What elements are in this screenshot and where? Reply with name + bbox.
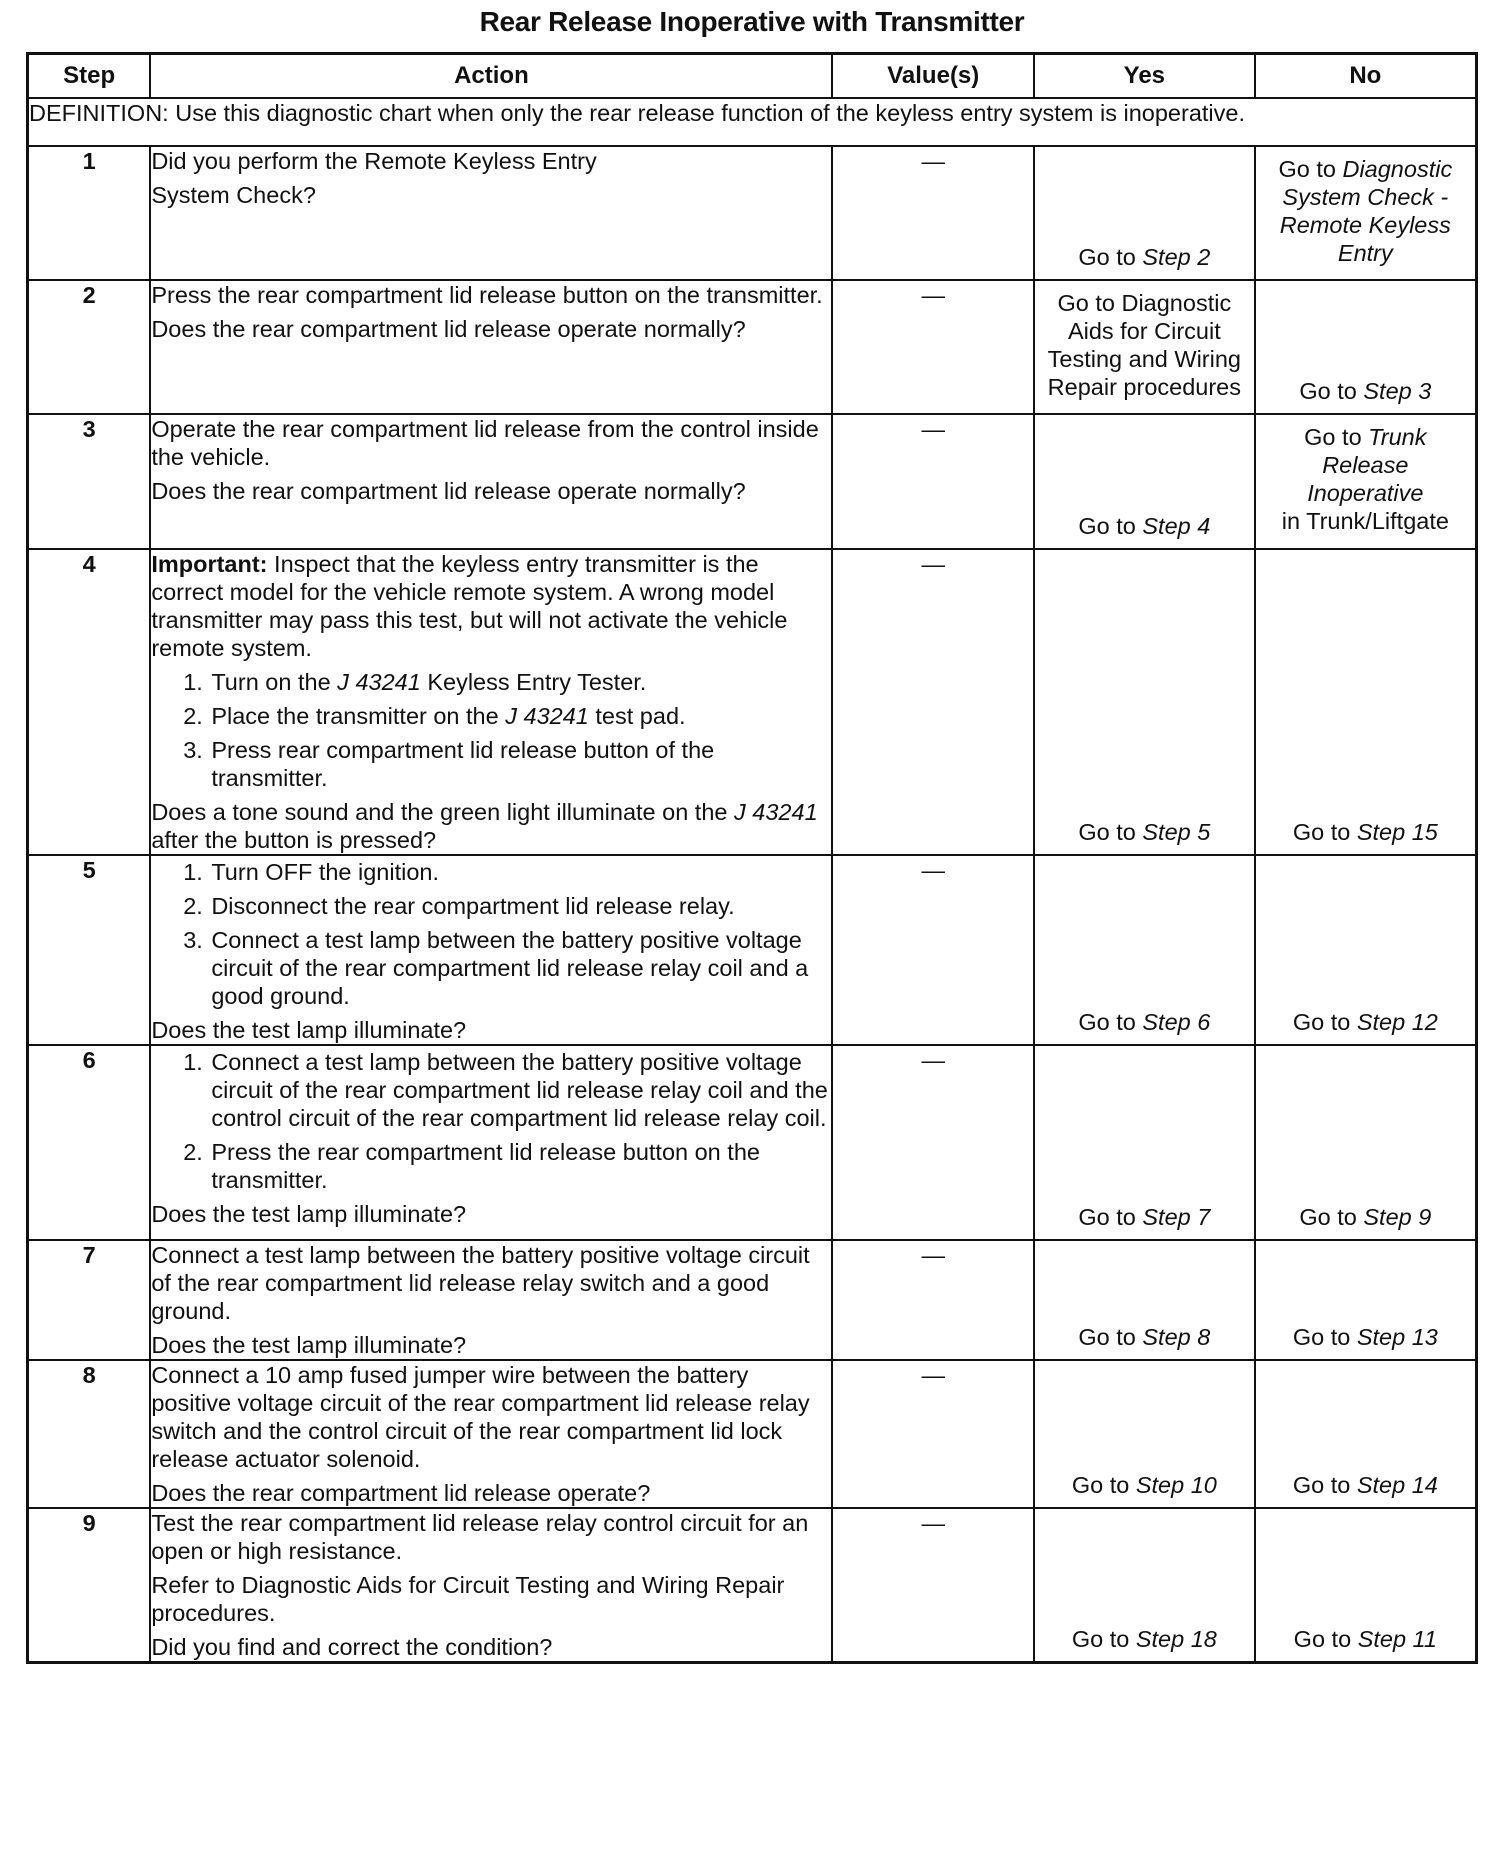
no-link-text bbox=[1256, 147, 1475, 267]
action-paragraph bbox=[151, 415, 831, 471]
no-cell bbox=[1255, 855, 1477, 1045]
action-step-item bbox=[209, 892, 831, 920]
action-paragraph bbox=[151, 1331, 831, 1359]
text-run: Go to bbox=[1304, 424, 1369, 450]
text-run: Step 4 bbox=[1142, 513, 1211, 539]
value-cell: — bbox=[832, 414, 1034, 549]
header-values: Value(s) bbox=[832, 54, 1034, 99]
action-step-item bbox=[209, 1048, 831, 1132]
no-cell bbox=[1255, 414, 1477, 549]
action-paragraph bbox=[151, 1633, 831, 1661]
no-link-text bbox=[1256, 415, 1475, 535]
text-run: J 43241 bbox=[337, 669, 421, 695]
step-row bbox=[28, 1240, 1477, 1360]
yes-outcome bbox=[1035, 1509, 1254, 1661]
text-run: Step 14 bbox=[1356, 1472, 1438, 1498]
yes-cell bbox=[1034, 549, 1255, 855]
value-cell: — bbox=[832, 549, 1034, 855]
table-body bbox=[28, 98, 1477, 1663]
text-run: Entry bbox=[1337, 240, 1393, 266]
text-run: Did you find and correct the condition? bbox=[151, 1634, 553, 1660]
yes-outcome bbox=[1035, 281, 1254, 413]
yes-outcome bbox=[1035, 1046, 1254, 1239]
no-outcome bbox=[1256, 1509, 1475, 1661]
action-paragraph bbox=[151, 1241, 831, 1325]
step-row bbox=[28, 280, 1477, 414]
text-run: Go to bbox=[1299, 1204, 1364, 1230]
step-number: 1 bbox=[28, 146, 151, 280]
no-outcome bbox=[1256, 281, 1475, 413]
text-run: Remote Keyless bbox=[1279, 212, 1451, 238]
value-cell: — bbox=[832, 855, 1034, 1045]
action-paragraph bbox=[151, 1479, 831, 1507]
text-run: Go to bbox=[1078, 513, 1143, 539]
yes-outcome bbox=[1035, 1241, 1254, 1359]
yes-cell bbox=[1034, 1360, 1255, 1508]
no-outcome bbox=[1256, 1361, 1475, 1507]
text-run: Go to bbox=[1078, 1009, 1143, 1035]
text-run: after the button is pressed? bbox=[151, 827, 437, 853]
action-paragraph bbox=[151, 1509, 831, 1565]
no-cell bbox=[1255, 1360, 1477, 1508]
no-link-text bbox=[1256, 1203, 1475, 1231]
no-link-text bbox=[1256, 818, 1475, 846]
text-run: Turn OFF the ignition. bbox=[211, 859, 440, 885]
text-line bbox=[1262, 155, 1469, 183]
text-run: Connect a test lamp between the battery positive voltage circuit of the rear compartment lid release relay coil and the control circuit of the rear compartment lid release relay coil. bbox=[211, 1049, 828, 1131]
text-run: System Check? bbox=[151, 182, 316, 208]
text-run: Step 18 bbox=[1135, 1626, 1217, 1652]
step-number: 6 bbox=[28, 1045, 151, 1240]
document-title: Rear Release Inoperative with Transmitter bbox=[479, 6, 1025, 37]
text-run: Go to bbox=[1292, 1324, 1357, 1350]
step-number: 3 bbox=[28, 414, 151, 549]
text-run: Important: bbox=[151, 551, 268, 577]
yes-cell bbox=[1034, 1045, 1255, 1240]
text-line bbox=[1041, 373, 1248, 401]
action-paragraph bbox=[151, 798, 831, 854]
header-action: Action bbox=[150, 54, 832, 99]
step-row bbox=[28, 549, 1477, 855]
yes-link-text bbox=[1035, 243, 1254, 271]
text-line bbox=[1041, 317, 1248, 345]
yes-cell bbox=[1034, 414, 1255, 549]
no-link-text bbox=[1256, 1471, 1475, 1499]
text-run: Step 15 bbox=[1356, 819, 1438, 845]
text-run: Aids for Circuit bbox=[1067, 318, 1221, 344]
action-step-list bbox=[151, 858, 831, 1010]
text-run: Trunk bbox=[1368, 424, 1427, 450]
action-cell bbox=[150, 414, 832, 549]
text-run: Connect a test lamp between the battery positive voltage circuit of the rear compartment lid release relay switch and a good ground. bbox=[151, 1242, 810, 1324]
yes-outcome bbox=[1035, 1361, 1254, 1507]
no-outcome bbox=[1256, 1241, 1475, 1359]
text-run: Step 8 bbox=[1142, 1324, 1211, 1350]
text-run: Connect a 10 amp fused jumper wire between the battery positive voltage circuit of the rear compartment lid release relay switch and the control circuit of the rear compartment lid lock release actuator solenoid. bbox=[151, 1362, 810, 1472]
no-cell bbox=[1255, 1240, 1477, 1360]
text-run: Go to bbox=[1292, 1009, 1357, 1035]
step-number: 7 bbox=[28, 1240, 151, 1360]
text-run: Go to bbox=[1078, 1204, 1143, 1230]
text-run: Does the rear compartment lid release operate? bbox=[151, 1480, 651, 1506]
text-run: Step 3 bbox=[1363, 378, 1432, 404]
yes-link-text bbox=[1035, 1471, 1254, 1499]
text-run: Release bbox=[1322, 452, 1409, 478]
action-paragraph bbox=[151, 1200, 831, 1228]
action-cell bbox=[150, 1045, 832, 1240]
text-run: Does a tone sound and the green light illuminate on the bbox=[151, 799, 735, 825]
text-run: Does the test lamp illuminate? bbox=[151, 1017, 467, 1043]
text-run: Step 6 bbox=[1142, 1009, 1211, 1035]
text-run: Does the test lamp illuminate? bbox=[151, 1332, 467, 1358]
no-outcome bbox=[1256, 856, 1475, 1044]
text-run: J 43241 bbox=[505, 703, 589, 729]
text-line bbox=[1041, 345, 1248, 373]
yes-link-text bbox=[1035, 1008, 1254, 1036]
text-run: Does the rear compartment lid release operate normally? bbox=[151, 478, 746, 504]
text-run: Press the rear compartment lid release button on the transmitter. bbox=[151, 282, 823, 308]
step-number: 4 bbox=[28, 549, 151, 855]
yes-link-text bbox=[1035, 1323, 1254, 1351]
action-cell bbox=[150, 855, 832, 1045]
no-cell bbox=[1255, 1508, 1477, 1663]
action-cell bbox=[150, 1360, 832, 1508]
action-paragraph bbox=[151, 181, 831, 209]
yes-link-text bbox=[1035, 818, 1254, 846]
text-line bbox=[1262, 211, 1469, 239]
yes-outcome bbox=[1035, 550, 1254, 854]
yes-link-text bbox=[1035, 281, 1254, 401]
yes-outcome bbox=[1035, 147, 1254, 279]
step-row bbox=[28, 414, 1477, 549]
text-run: Step 12 bbox=[1356, 1009, 1438, 1035]
definition-text: DEFINITION: Use this diagnostic chart when only the rear release function of the keyless entry system is inoperative. bbox=[28, 98, 1477, 146]
diagnostic-table bbox=[26, 52, 1478, 1664]
step-number: 8 bbox=[28, 1360, 151, 1508]
no-link-text bbox=[1256, 377, 1475, 405]
header-step: Step bbox=[28, 54, 151, 99]
text-run: Repair procedures bbox=[1047, 374, 1241, 400]
action-step-item bbox=[209, 1138, 831, 1194]
text-line bbox=[1262, 507, 1469, 535]
step-row bbox=[28, 1508, 1477, 1663]
action-step-item bbox=[209, 858, 831, 886]
text-run: Refer to Diagnostic Aids for Circuit Testing and Wiring Repair procedures. bbox=[151, 1572, 785, 1626]
no-outcome bbox=[1256, 550, 1475, 854]
text-run: Place the transmitter on the bbox=[211, 703, 506, 729]
header-row bbox=[28, 54, 1477, 99]
action-cell bbox=[150, 280, 832, 414]
text-run: Press rear compartment lid release button of the transmitter. bbox=[211, 737, 715, 791]
step-number: 9 bbox=[28, 1508, 151, 1663]
action-paragraph bbox=[151, 550, 831, 662]
text-run: Connect a test lamp between the battery positive voltage circuit of the rear compartment lid release relay coil and a good ground. bbox=[211, 927, 809, 1009]
action-cell bbox=[150, 1508, 832, 1663]
no-outcome bbox=[1256, 415, 1475, 548]
no-outcome bbox=[1256, 147, 1475, 279]
step-row bbox=[28, 1360, 1477, 1508]
text-run: Test the rear compartment lid release relay control circuit for an open or high resistance. bbox=[151, 1510, 809, 1564]
text-run: Go to bbox=[1293, 1626, 1358, 1652]
no-cell bbox=[1255, 549, 1477, 855]
text-line bbox=[1262, 183, 1469, 211]
text-run: Go to bbox=[1292, 819, 1357, 845]
action-paragraph bbox=[151, 147, 831, 175]
text-run: Keyless Entry Tester. bbox=[420, 669, 647, 695]
no-link-text bbox=[1256, 1008, 1475, 1036]
value-cell: — bbox=[832, 146, 1034, 280]
text-run: Go to bbox=[1078, 819, 1143, 845]
text-run: Press the rear compartment lid release button on the transmitter. bbox=[211, 1139, 760, 1193]
text-run: Operate the rear compartment lid release from the control inside the vehicle. bbox=[151, 416, 819, 470]
text-run: Step 10 bbox=[1135, 1472, 1217, 1498]
no-link-text bbox=[1256, 1323, 1475, 1351]
text-run: Step 7 bbox=[1142, 1204, 1211, 1230]
action-step-item bbox=[209, 702, 831, 730]
text-run: Go to bbox=[1299, 378, 1364, 404]
text-run: Disconnect the rear compartment lid release relay. bbox=[211, 893, 735, 919]
yes-cell bbox=[1034, 146, 1255, 280]
no-link-text bbox=[1256, 1625, 1475, 1653]
action-step-list bbox=[151, 1048, 831, 1194]
action-paragraph bbox=[151, 281, 831, 309]
action-step-list bbox=[151, 668, 831, 792]
text-run: Step 9 bbox=[1363, 1204, 1432, 1230]
text-run: Step 13 bbox=[1356, 1324, 1438, 1350]
yes-cell bbox=[1034, 280, 1255, 414]
action-cell bbox=[150, 1240, 832, 1360]
text-run: in Trunk/Liftgate bbox=[1281, 508, 1449, 534]
action-paragraph bbox=[151, 315, 831, 343]
yes-link-text bbox=[1035, 512, 1254, 540]
text-run: test pad. bbox=[588, 703, 686, 729]
step-row bbox=[28, 855, 1477, 1045]
yes-link-text bbox=[1035, 1625, 1254, 1653]
yes-link-text bbox=[1035, 1203, 1254, 1231]
action-paragraph bbox=[151, 1571, 831, 1627]
text-line bbox=[1262, 479, 1469, 507]
text-line bbox=[1041, 289, 1248, 317]
text-run: Did you perform the Remote Keyless Entry bbox=[151, 148, 597, 174]
text-run: Go to bbox=[1078, 1324, 1143, 1350]
value-cell: — bbox=[832, 1360, 1034, 1508]
text-run: Testing and Wiring bbox=[1047, 346, 1241, 372]
step-number: 5 bbox=[28, 855, 151, 1045]
header-no: No bbox=[1255, 54, 1477, 99]
value-cell: — bbox=[832, 1508, 1034, 1663]
value-cell: — bbox=[832, 280, 1034, 414]
yes-outcome bbox=[1035, 856, 1254, 1044]
action-step-item bbox=[209, 736, 831, 792]
text-line bbox=[1262, 423, 1469, 451]
text-run: Diagnostic bbox=[1342, 156, 1453, 182]
yes-outcome bbox=[1035, 415, 1254, 548]
yes-cell bbox=[1034, 855, 1255, 1045]
text-run: Go to Diagnostic bbox=[1057, 290, 1232, 316]
text-run: System Check - bbox=[1282, 184, 1449, 210]
step-number: 2 bbox=[28, 280, 151, 414]
no-cell bbox=[1255, 1045, 1477, 1240]
text-line bbox=[1262, 239, 1469, 267]
definition-row bbox=[28, 98, 1477, 146]
text-run: Go to bbox=[1292, 1472, 1357, 1498]
text-run: Step 2 bbox=[1142, 244, 1211, 270]
no-outcome bbox=[1256, 1046, 1475, 1239]
text-run: Step 5 bbox=[1142, 819, 1211, 845]
action-step-item bbox=[209, 668, 831, 696]
step-row bbox=[28, 1045, 1477, 1240]
action-step-item bbox=[209, 926, 831, 1010]
action-cell bbox=[150, 146, 832, 280]
text-line bbox=[1262, 451, 1469, 479]
action-paragraph bbox=[151, 1016, 831, 1044]
text-run: Go to bbox=[1071, 1626, 1136, 1652]
text-run: Does the rear compartment lid release operate normally? bbox=[151, 316, 746, 342]
step-row bbox=[28, 146, 1477, 280]
text-run: J 43241 bbox=[734, 799, 818, 825]
value-cell: — bbox=[832, 1240, 1034, 1360]
text-run: Inoperative bbox=[1307, 480, 1424, 506]
action-paragraph bbox=[151, 477, 831, 505]
no-cell bbox=[1255, 146, 1477, 280]
text-run: Step 11 bbox=[1357, 1626, 1437, 1652]
text-run: Go to bbox=[1278, 156, 1343, 182]
yes-cell bbox=[1034, 1508, 1255, 1663]
no-cell bbox=[1255, 280, 1477, 414]
action-cell bbox=[150, 549, 832, 855]
text-run: Go to bbox=[1078, 244, 1143, 270]
text-run: Does the test lamp illuminate? bbox=[151, 1201, 467, 1227]
text-run: Turn on the bbox=[211, 669, 338, 695]
text-run: Go to bbox=[1071, 1472, 1136, 1498]
text-run: Inspect that the keyless entry transmitter is the correct model for the vehicle remote system. A wrong model transmitter may pass this test, but will not activate the vehicle remote system. bbox=[151, 551, 788, 661]
header-yes: Yes bbox=[1034, 54, 1255, 99]
yes-cell bbox=[1034, 1240, 1255, 1360]
value-cell: — bbox=[832, 1045, 1034, 1240]
action-paragraph bbox=[151, 1361, 831, 1473]
